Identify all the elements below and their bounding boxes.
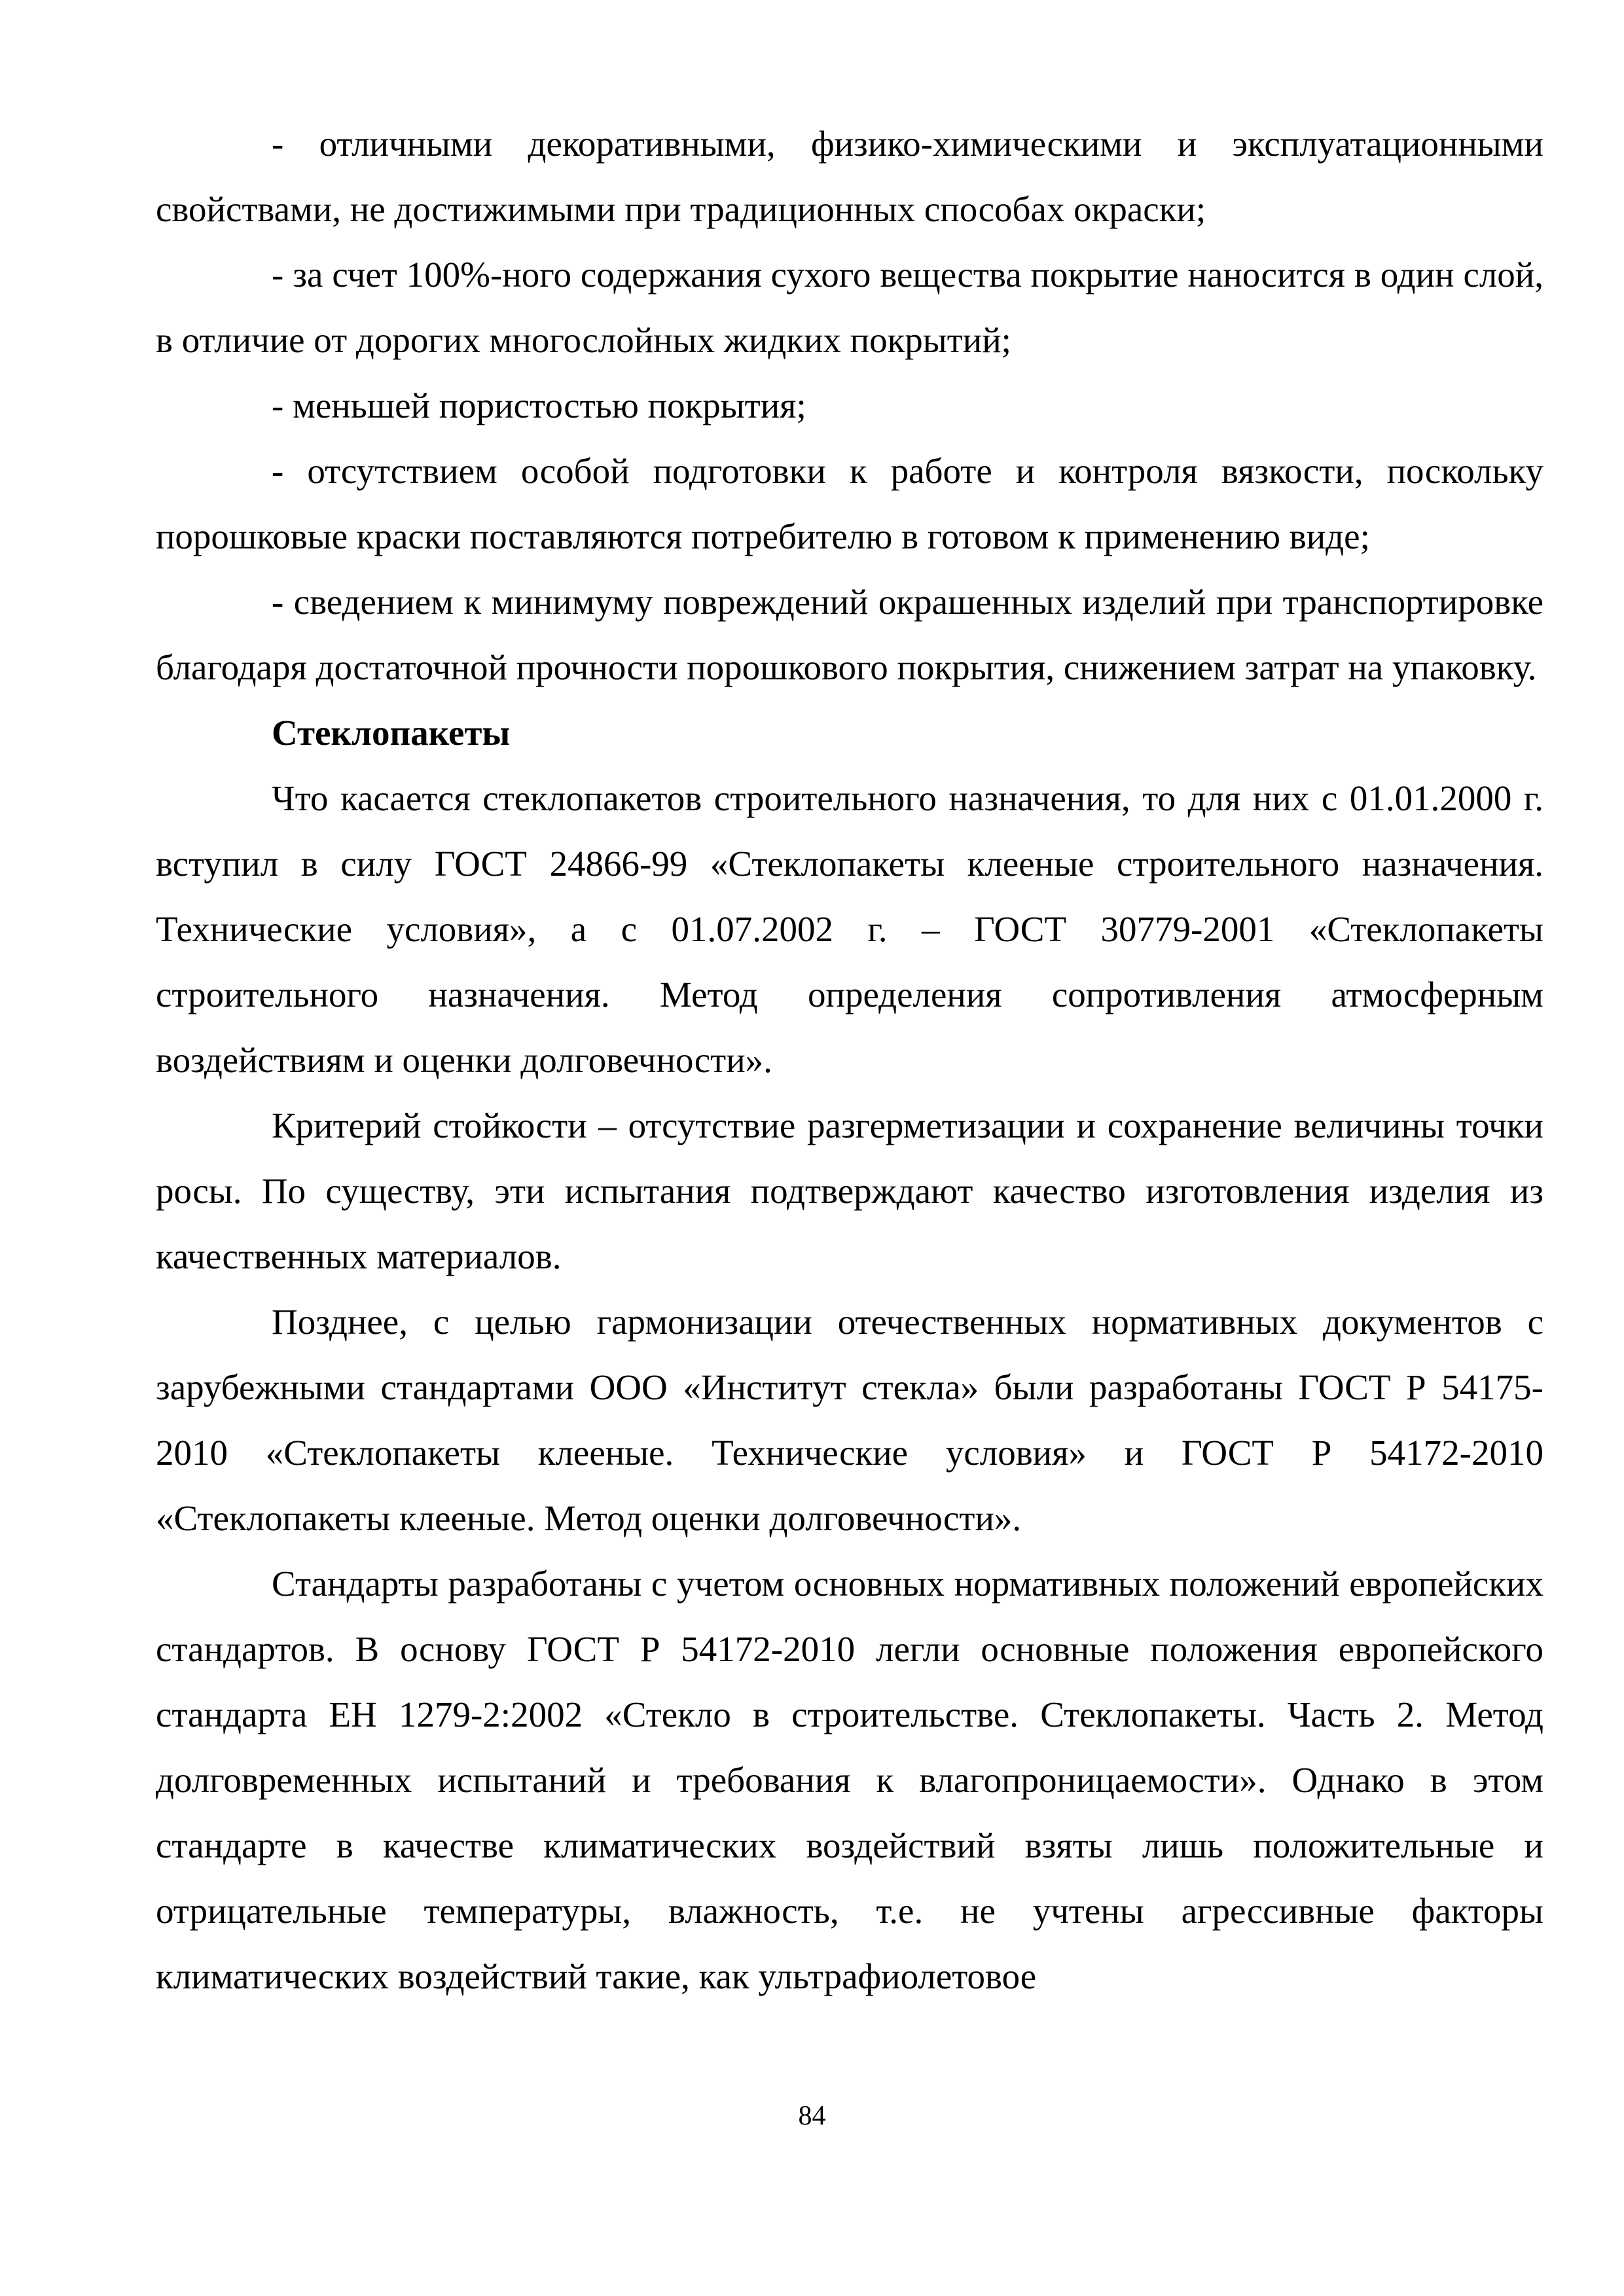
page-number: 84 — [798, 2101, 826, 2131]
document-page — [156, 111, 1543, 2009]
list-item-porosity: - меньшей пористостью покрытия; — [272, 386, 806, 425]
list-item-no-preparation: - отсутствием особой подготовки к работе и контроля вязкости, поскольку порошковые краски поставляются потребителю в готовом к применению виде; — [156, 451, 1543, 556]
list-item-dry-matter: - за счет 100%-ного содержания сухого вещества покрытие наносится в один слой, в отличие от дорогих многослойных жидких покрытий; — [156, 255, 1543, 360]
list-item-transport-damage: - сведением к минимуму повреждений окрашенных изделий при транспортировке благодаря достаточной прочности порошкового покрытия, снижением затрат на упаковку. — [156, 582, 1543, 687]
paragraph-gost-standards: Что касается стеклопакетов строительного назначения, то для них с 01.01.2000 г. вступил в силу ГОСТ 24866-99 «Стеклопакеты клееные строительного назначения. Технические условия», а с 01.07.2002 г. – ГОСТ 30779-2001 «Стеклопакеты строительного назначения. Метод определения сопротивления атмосферным воздействиям и оценки долговечности». — [156, 778, 1543, 1080]
list-item-decorative-properties: - отличными декоративными, физико-химическими и эксплуатационными свойствами, не достижимыми при традиционных способах окраски; — [156, 124, 1543, 229]
paragraph-european-standards: Стандарты разработаны с учетом основных нормативных положений европейских стандартов. В основу ГОСТ Р 54172-2010 легли основные положения европейского стандарта ЕН 1279-2:2002 «Стекло в строительстве. Стеклопакеты. Часть 2. Метод долговременных испытаний и требования к влагопроницаемости». Однако в этом стандарте в качестве климатических воздействий взяты лишь положительные и отрицательные температуры, влажность, т.е. не учтены агрессивные факторы климатических воздействий такие, как ультрафиолетовое — [156, 1564, 1543, 1996]
section-heading: Стеклопакеты — [272, 713, 511, 753]
paragraph-harmonization: Позднее, с целью гармонизации отечественных нормативных документов с зарубежными стандартами ООО «Институт стекла» были разработаны ГОСТ Р 54175-2010 «Стеклопакеты клееные. Технические условия» и ГОСТ Р 54172-2010 «Стеклопакеты клееные. Метод оценки долговечности». — [156, 1302, 1543, 1538]
paragraph-resistance-criterion: Критерий стойкости – отсутствие разгерметизации и сохранение величины точки росы. По существу, эти испытания подтверждают качество изготовления изделия из качественных материалов. — [156, 1105, 1543, 1276]
